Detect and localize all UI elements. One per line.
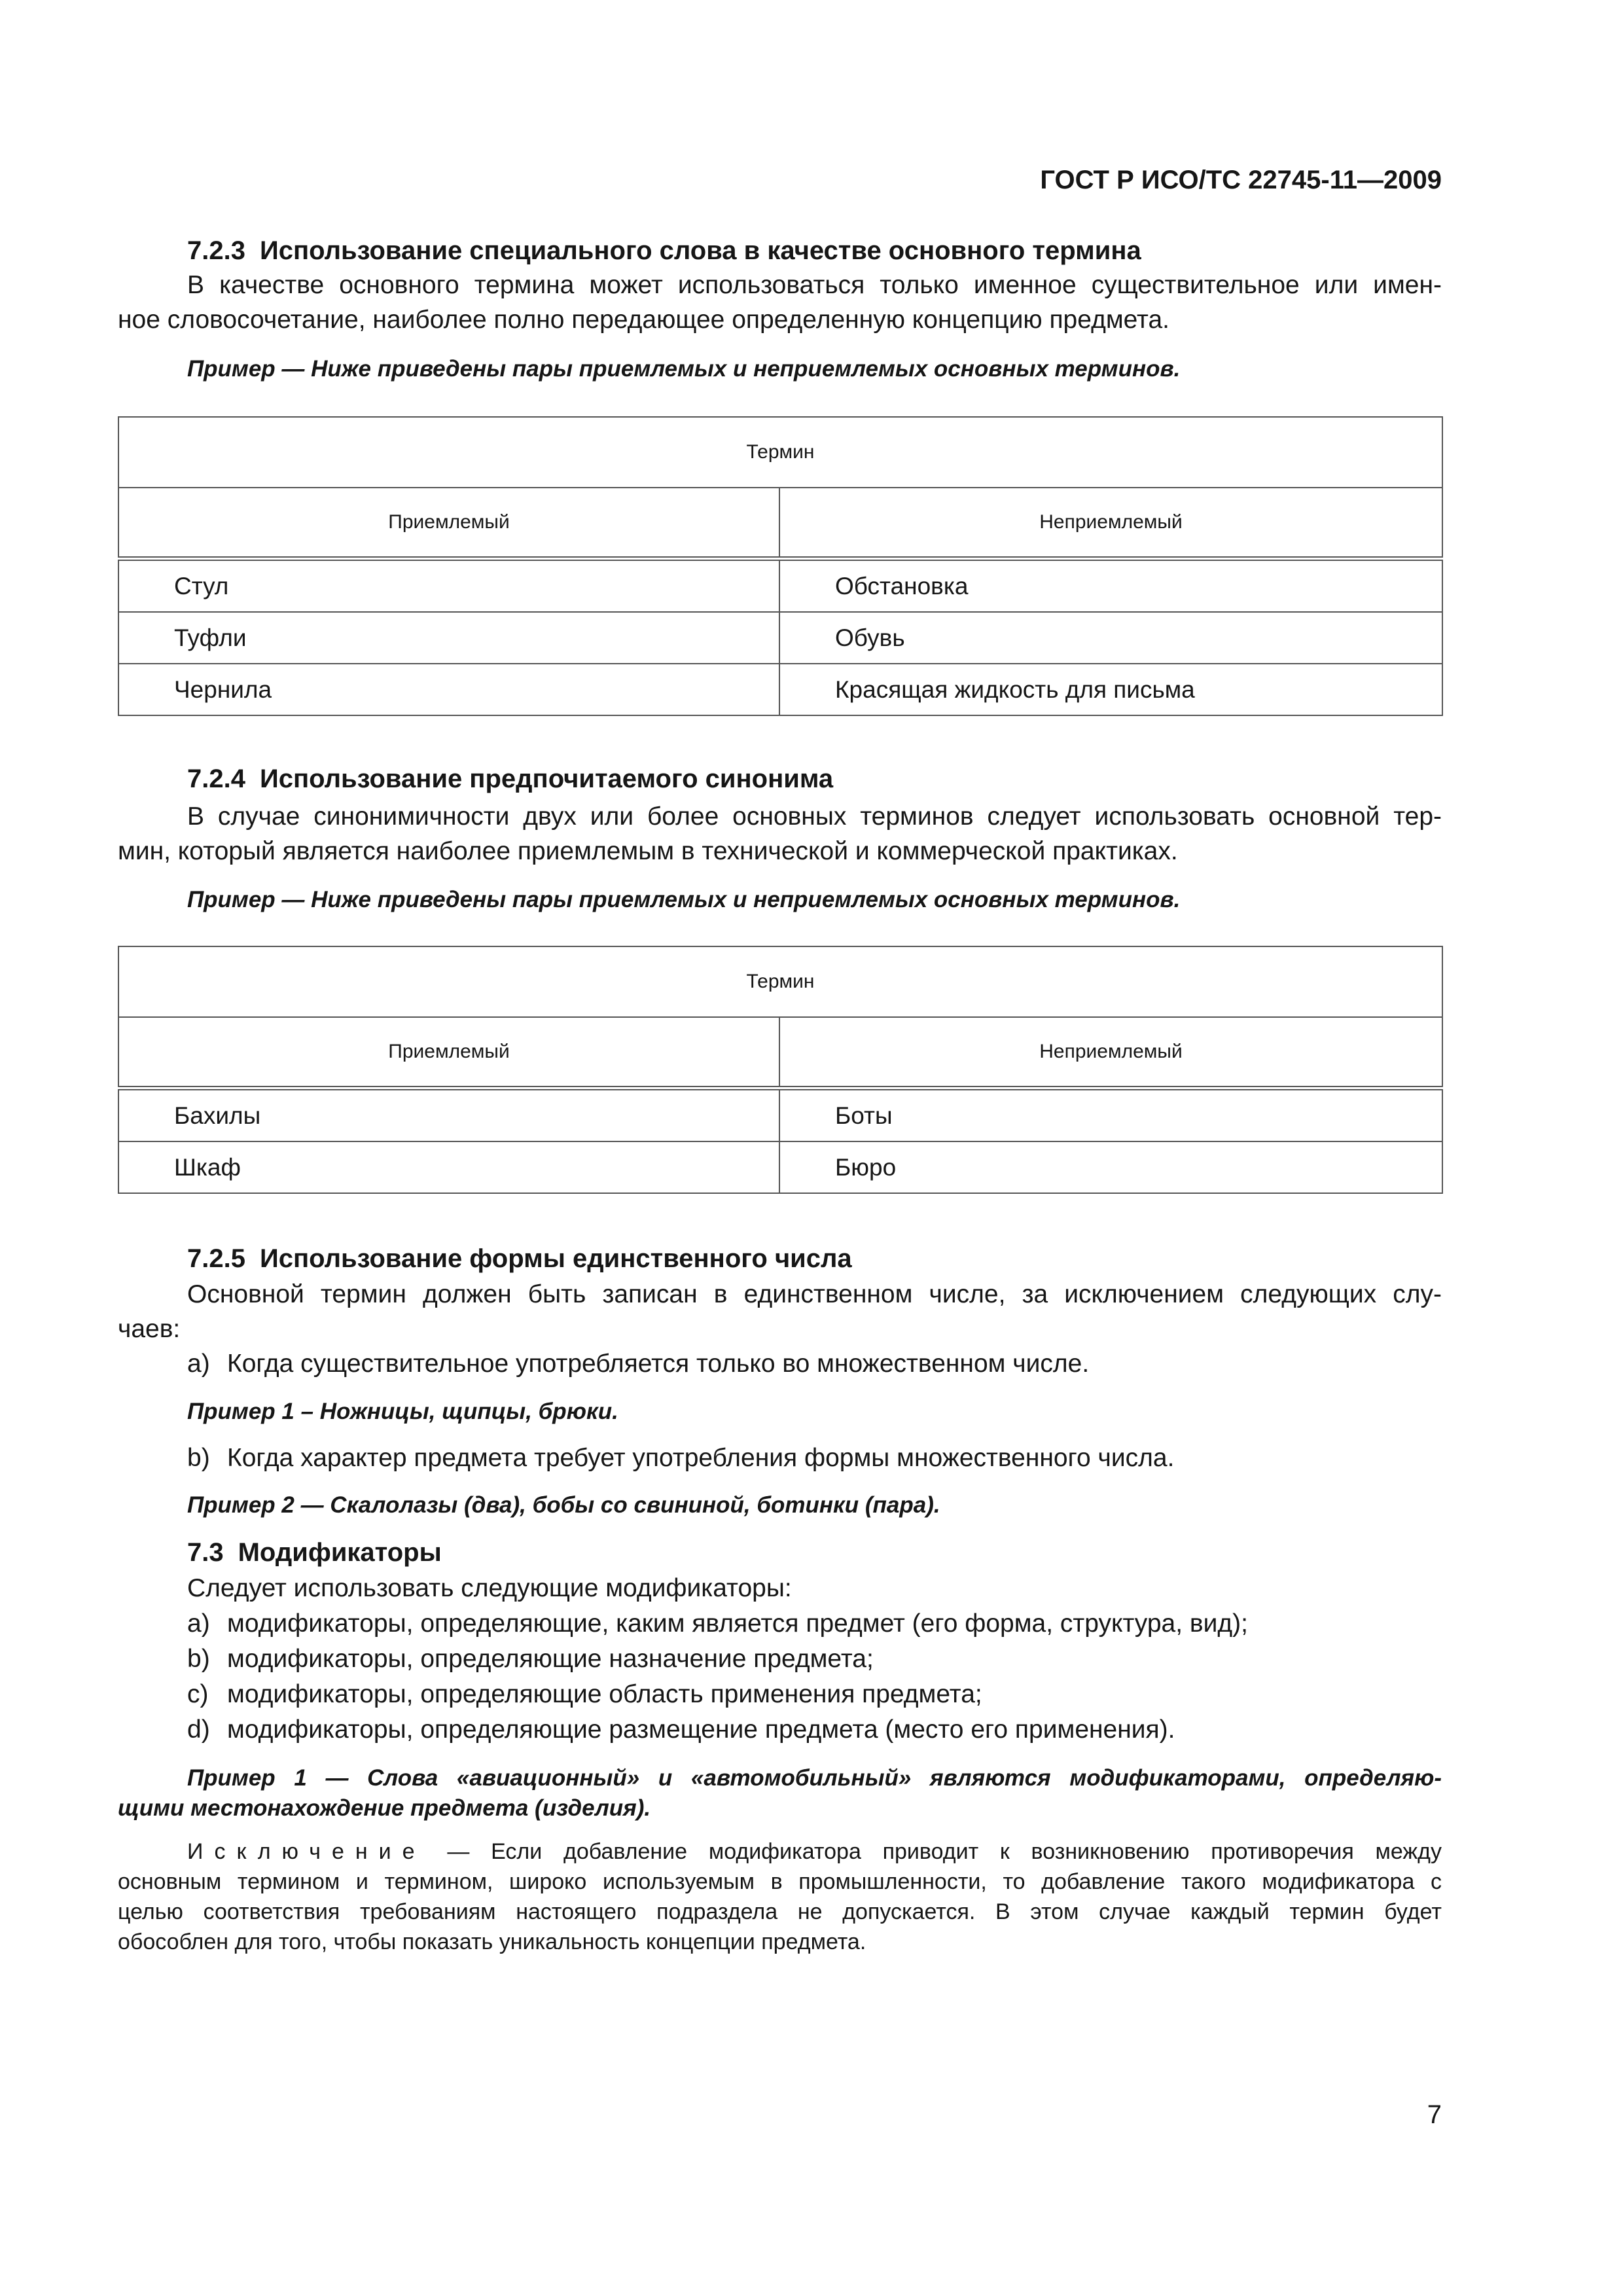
table-row [118,559,1442,613]
list-item-label: d) [187,1715,210,1744]
section-7-2-4-paragraph [118,799,1442,869]
terms-table-1 [118,416,1443,716]
table-caption: Термин [118,946,1442,1017]
list-item-b [118,1441,1442,1476]
section-title: Использование формы единственного числа [259,1244,852,1273]
table-caption-row [118,417,1442,488]
unacceptable-term: Обстановка [779,559,1442,613]
column-header-acceptable: Приемлемый [118,488,779,559]
example-text: Пример 2 — Скалолазы (два), бобы со свининой, ботинки (пара). [187,1492,940,1518]
paragraph-line: В качестве основного термина может использоваться только именное существительное или имен- [187,271,1442,299]
unacceptable-term: Бюро [779,1141,1442,1193]
list-item-text: Когда существительное употребляется только во множественном числе. [227,1350,1090,1378]
column-header-unacceptable: Неприемлемый [779,1017,1442,1088]
exception-text: — Если добавление модификатора приводит к возникновению противоречия между [425,1839,1442,1864]
list-item [118,1346,1442,1382]
list-item [118,1712,1442,1748]
section-7-2-5-example-2 [118,1490,1442,1520]
heading-line [118,1535,1442,1570]
unacceptable-term: Обувь [779,612,1442,664]
exception-line: основным термином и термином, широко используемым в промышленности, то добавление такого модификатора с [118,1869,1442,1894]
exception-line: обособлен для того, чтобы показать уникальность концепции предмета. [118,1929,866,1954]
page-number: 7 [1427,2100,1442,2129]
section-7-2-3-example [118,354,1442,384]
section-number: 7.2.4 [187,764,245,793]
section-7-2-5-heading [118,1242,1442,1276]
section-7-2-3-heading [118,234,1442,268]
section-7-2-3-paragraph [118,268,1442,337]
exception-label: Исключение [187,1839,426,1864]
section-number: 7.2.3 [187,236,245,265]
list-item-a [118,1346,1442,1382]
exception-line: целью соответствия требованиям настоящего подраздела не допускается. В этом случае каждый термин будет [118,1899,1442,1924]
paragraph-line: Основной термин должен быть записан в единственном числе, за исключением следующих слу- [187,1280,1442,1308]
section-7-2-4-heading [118,762,1442,796]
table-row [118,1088,1442,1142]
list-item-label: a) [187,1609,210,1638]
paragraph-line: чаев: [118,1315,181,1343]
section-title: Модификаторы [238,1538,442,1567]
list-item-text: модификаторы, определяющие область применения предмета; [227,1680,982,1708]
paragraph-line: ное словосочетание, наиболее полно передающее определенную концепцию предмета. [118,306,1169,334]
example-text: Пример 1 – Ножницы, щипцы, брюки. [187,1399,618,1424]
list-item-label: b) [187,1444,210,1472]
list-item [118,1641,1442,1677]
table-header-row [118,488,1442,559]
list-item [118,1441,1442,1476]
list-item [118,1677,1442,1712]
table-caption: Термин [118,417,1442,488]
list-item-text: модификаторы, определяющие назначение предмета; [227,1645,874,1673]
exception-line [118,1837,1442,1867]
list-item-label: a) [187,1350,210,1378]
list-intro: Следует использовать следующие модификаторы: [187,1574,792,1602]
example-line: Пример 1 — Слова «авиационный» и «автомобильный» являются модификаторами, определяю- [187,1765,1442,1791]
section-7-2-4-example [118,885,1442,915]
unacceptable-term: Боты [779,1088,1442,1142]
table-row [118,1141,1442,1193]
example-text: Пример — Ниже приведены пары приемлемых и неприемлемых основных терминов. [187,887,1181,912]
table-row [118,664,1442,715]
example-line: щими местонахождение предмета (изделия). [118,1795,651,1821]
list-item-text: Когда характер предмета требует употребления формы множественного числа. [227,1444,1175,1472]
column-header-unacceptable: Неприемлемый [779,488,1442,559]
paragraph-line: мин, который является наиболее приемлемым в технической и коммерческой практиках. [118,837,1178,865]
section-7-3-example [118,1763,1442,1823]
heading-line [118,762,1442,796]
list-item-label: c) [187,1680,209,1708]
column-header-acceptable: Приемлемый [118,1017,779,1088]
table-header-row [118,1017,1442,1088]
section-number: 7.3 [187,1538,224,1567]
terms-table-2 [118,946,1443,1194]
list-item-text: модификаторы, определяющие размещение предмета (место его применения). [227,1715,1175,1744]
list-item-label: b) [187,1645,210,1673]
acceptable-term: Туфли [118,612,779,664]
section-title: Использование специального слова в качестве основного термина [259,236,1141,265]
section-7-3-heading [118,1535,1442,1570]
acceptable-term: Бахилы [118,1088,779,1142]
section-7-2-5-example-1 [118,1397,1442,1427]
section-7-2-5-paragraph [118,1277,1442,1346]
acceptable-term: Стул [118,559,779,613]
paragraph-line: В случае синонимичности двух или более основных терминов следует использовать основной тер- [187,802,1442,831]
document-code-header: ГОСТ Р ИСО/ТС 22745-11—2009 [1040,166,1442,194]
exception-note [118,1837,1442,1957]
unacceptable-term: Красящая жидкость для письма [779,664,1442,715]
acceptable-term: Шкаф [118,1141,779,1193]
list-item-text: модификаторы, определяющие, каким является предмет (его форма, структура, вид); [227,1609,1248,1638]
table-row [118,612,1442,664]
acceptable-term: Чернила [118,664,779,715]
heading-line [118,234,1442,268]
example-text: Пример — Ниже приведены пары приемлемых и неприемлемых основных терминов. [187,356,1181,382]
table-caption-row [118,946,1442,1017]
section-number: 7.2.5 [187,1244,245,1273]
list-item [118,1606,1442,1641]
heading-line [118,1242,1442,1276]
section-title: Использование предпочитаемого синонима [259,764,834,793]
section-7-3-list [118,1571,1442,1748]
